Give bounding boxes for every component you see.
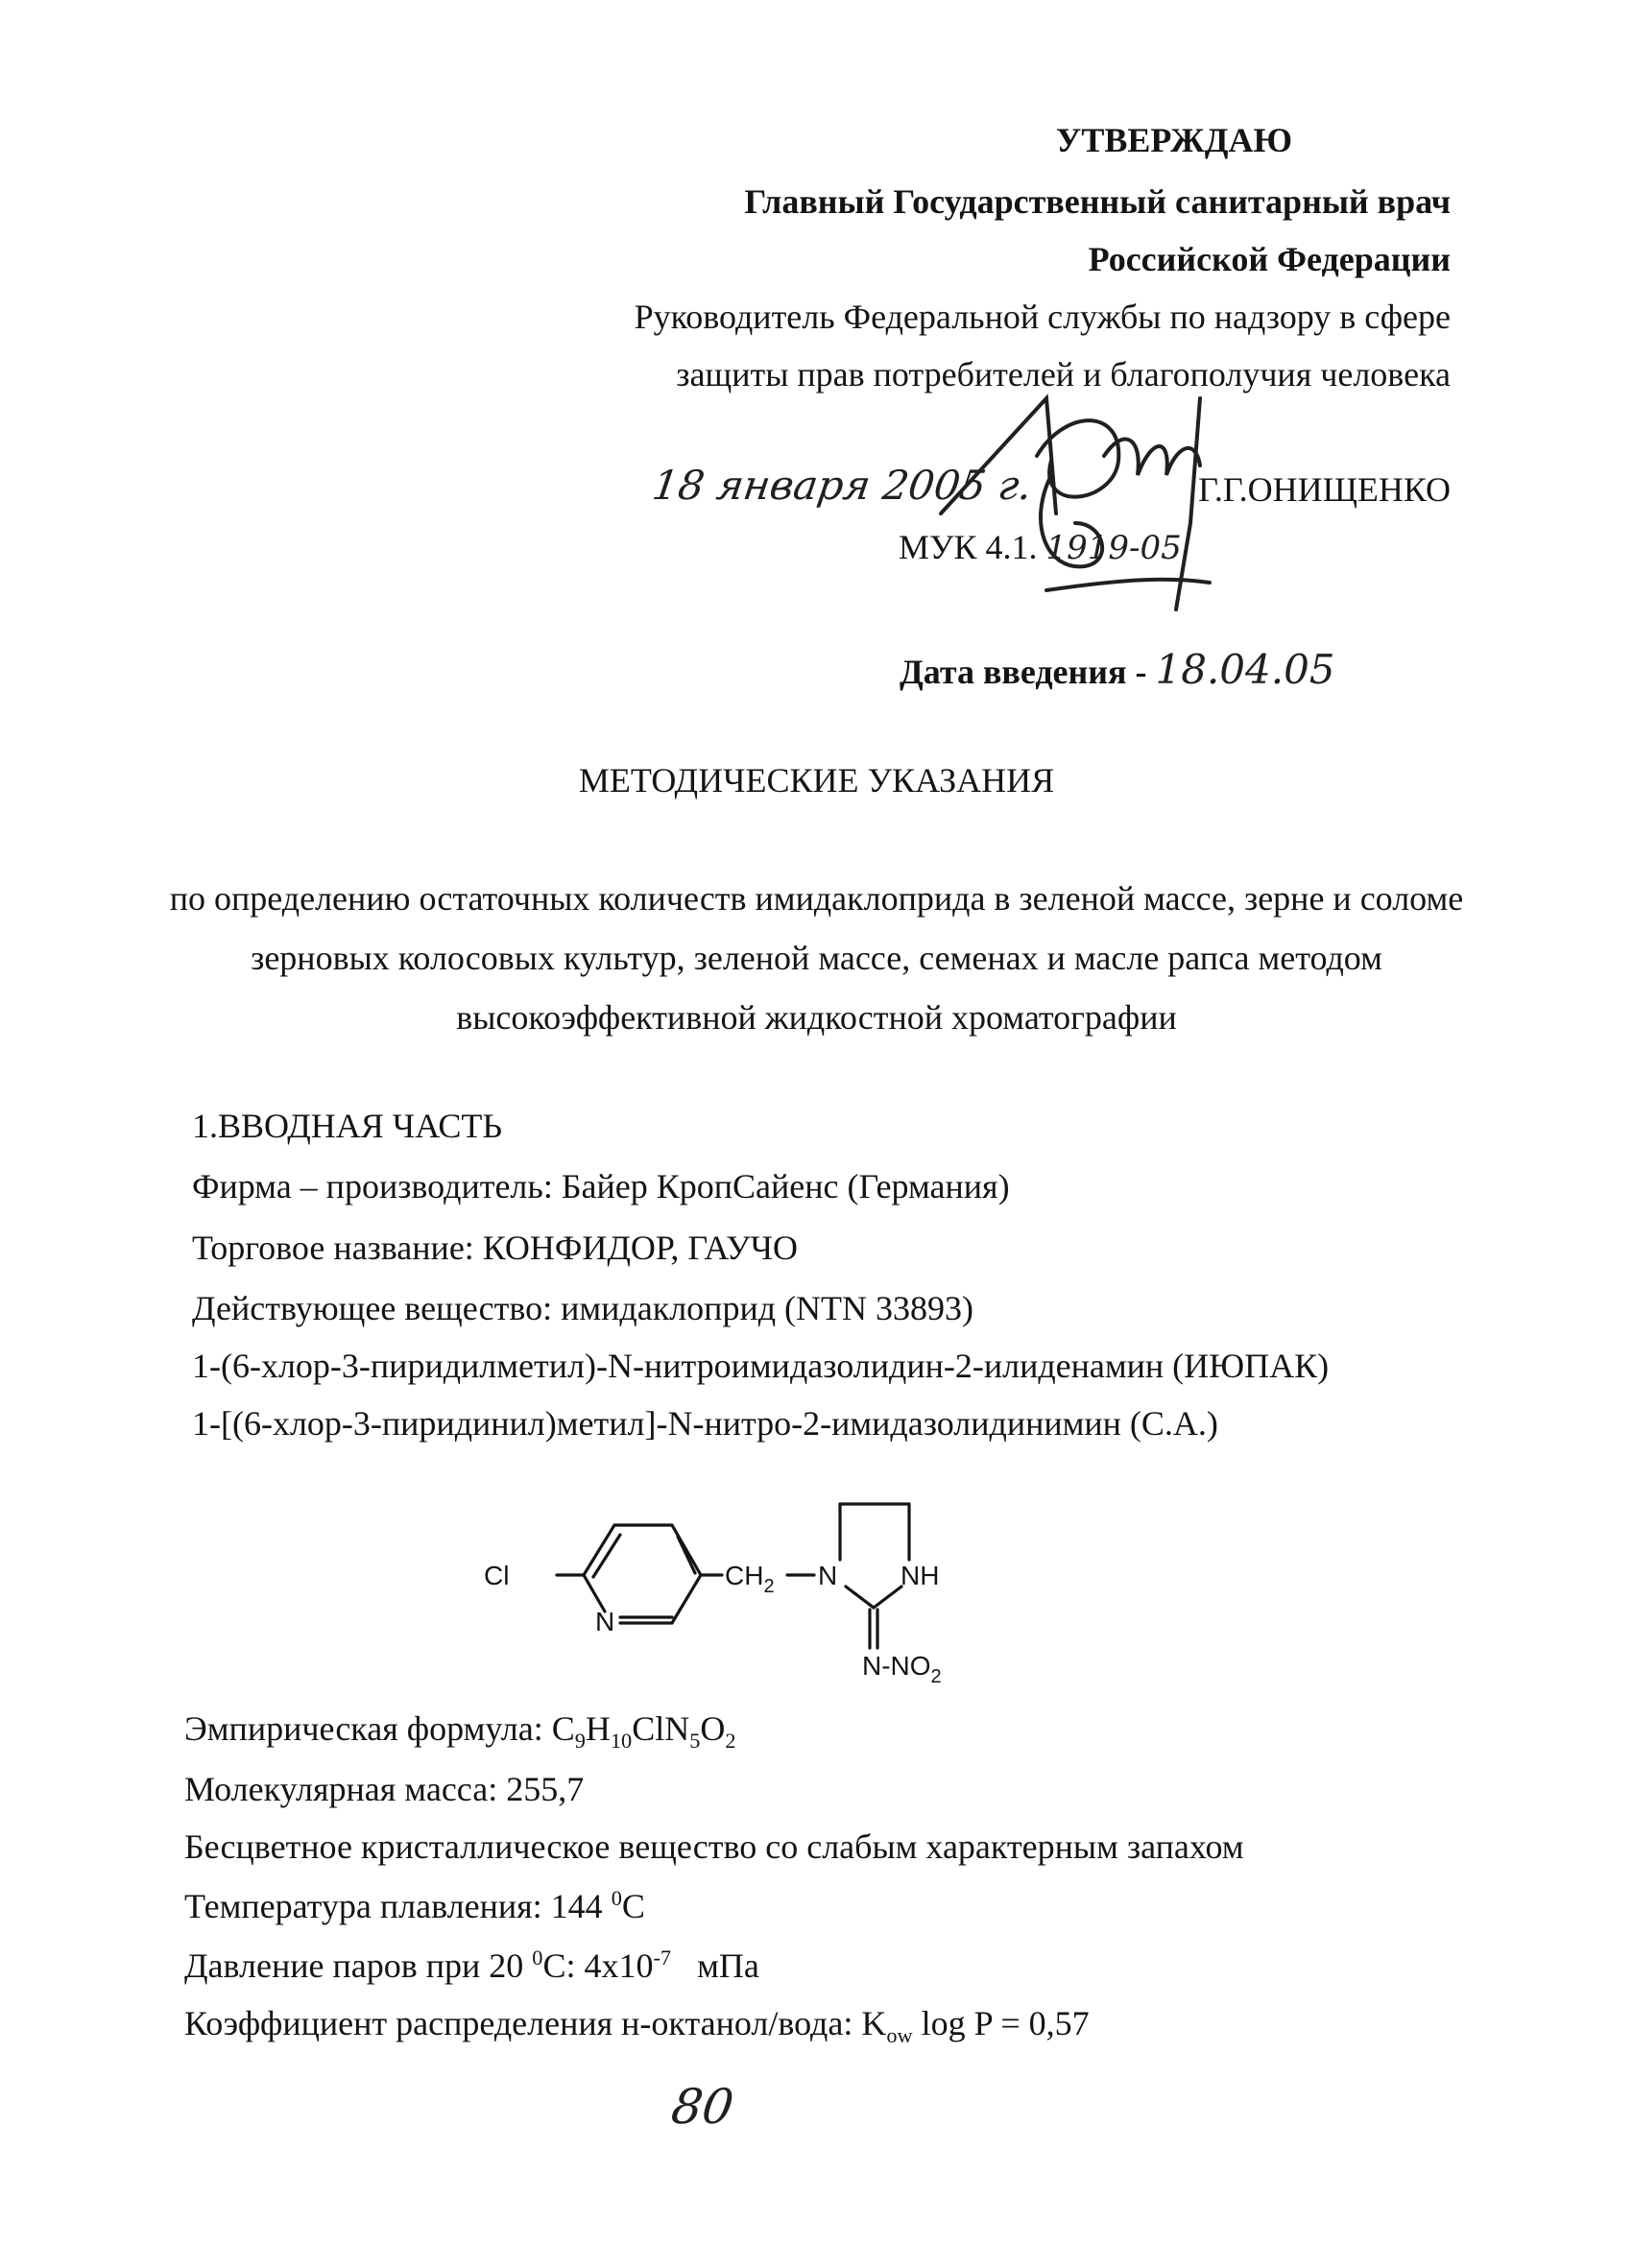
document-number-handwritten: 1919-05 [1045, 529, 1182, 567]
formula-cl: Cl [484, 1561, 510, 1590]
approval-line-1: Главный Государственный санитарный врач [744, 182, 1451, 221]
active-substance: Действующее вещество: имидаклоприд (NTN 33893) [192, 1289, 973, 1327]
molecular-mass: Молекулярная масса: 255,7 [184, 1770, 585, 1808]
ca-name: 1-[(6-хлор-3-пиридинил)метил]-N-нитро-2-имидазолидинимин (С.А.) [192, 1404, 1218, 1443]
formula-nno2: $N-NO_2$ [862, 1651, 942, 1687]
empirical-formula: Эмпирическая формула: $C_9H_{10}ClN_5O_2$ [184, 1709, 736, 1754]
substance-description: Бесцветное кристаллическое вещество со слабым характерным запахом [184, 1827, 1244, 1866]
manufacturer: Фирма – производитель: Байер КропСайенс (Германия) [192, 1167, 1010, 1206]
formula-ring-n: N [595, 1607, 615, 1636]
approval-line-2: Российской Федерации [1088, 240, 1451, 278]
trade-name: Торговое название: КОНФИДОР, ГАУЧО [192, 1229, 799, 1267]
subtitle-line-1: по определению остаточных количеств имидаклоприда в зеленой массе, зерне и соломе [169, 879, 1464, 918]
document-number [899, 528, 1182, 567]
partition-coefficient: Коэффициент распределения н-октанол/вода: $K_{ow}$ log P = 0,57 [184, 2004, 1090, 2048]
formula-nh: NH [901, 1561, 940, 1590]
structural-formula [461, 1464, 979, 1694]
subtitle-line-3: высокоэффективной жидкостной хроматографии [456, 998, 1177, 1037]
handwritten-approval-date: 18 января 2005 г. [649, 462, 1036, 509]
document-number-prefix: МУК 4.1. [899, 528, 1038, 566]
approval-line-4: защиты прав потребителей и благополучия человека [676, 355, 1451, 394]
page-number: 80 [667, 2079, 737, 2135]
subtitle-line-2: зерновых колосовых культур, зеленой массе, семенах и масле рапса методом [251, 939, 1382, 977]
vapor-pressure: Давление паров при 20 $^0$C: $4x10^{-7}$ мПа [184, 1946, 759, 1985]
approval-title: УТВЕРЖДАЮ [1055, 121, 1292, 159]
empirical-formula-label: Эмпирическая формула: [184, 1709, 552, 1748]
formula-link-n: N [818, 1561, 838, 1590]
signatory-name: Г.Г.ОНИЩЕНКО [1198, 470, 1451, 509]
effective-date-handwritten: 18.04.05 [1155, 646, 1335, 693]
effective-date [900, 646, 1335, 693]
formula-ch2: $CH_2$ [725, 1561, 775, 1597]
iupac-name: 1-(6-хлор-3-пиридилметил)-N-нитроимидазолидин-2-илиденамин (ИЮПАК) [192, 1347, 1330, 1385]
approval-line-3: Руководитель Федеральной службы по надзору в сфере [634, 298, 1451, 336]
section-title: 1.ВВОДНАЯ ЧАСТЬ [192, 1107, 503, 1145]
document-title: МЕТОДИЧЕСКИЕ УКАЗАНИЯ [578, 761, 1055, 800]
effective-date-label: Дата введения - [900, 653, 1147, 691]
melting-point: Температура плавления: 144 $^0$C [184, 1886, 645, 1925]
